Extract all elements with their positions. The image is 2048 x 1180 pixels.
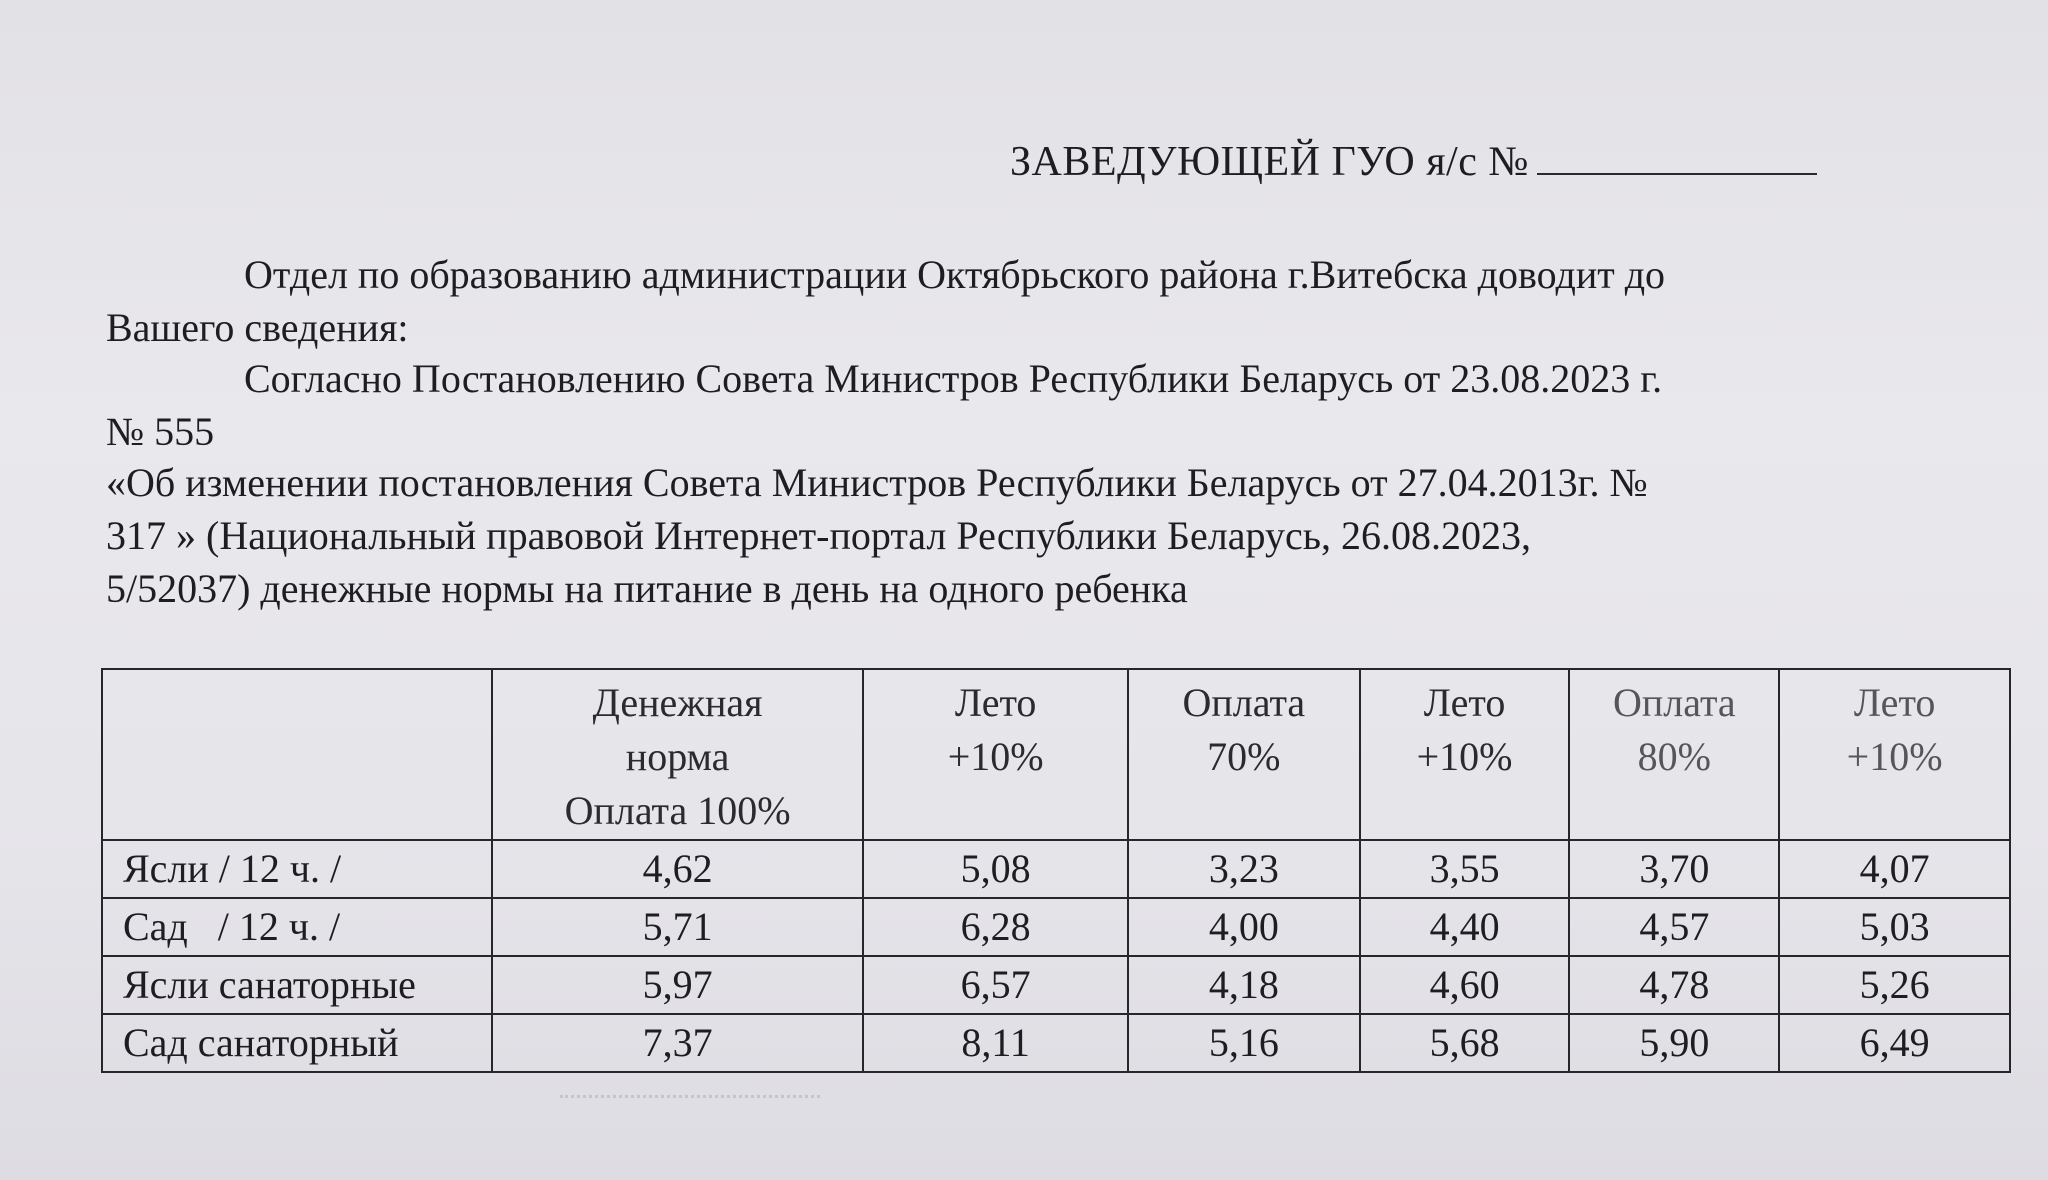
- table-cell-value: 6,49: [1779, 1014, 2010, 1072]
- amendment-paragraph: [106, 456, 1896, 615]
- header-cell: Оплата 70%: [1128, 669, 1360, 840]
- table-cell-value: 5,03: [1779, 898, 2010, 956]
- header-cell-empty: [102, 669, 492, 840]
- row-label: Ясли / 12 ч. /: [102, 840, 492, 898]
- table-cell-value: 4,00: [1128, 898, 1360, 956]
- bleed-through-marks: [560, 1095, 820, 1108]
- table-cell-value: 5,16: [1128, 1014, 1360, 1072]
- table-row: [102, 1014, 2010, 1072]
- row-label: Сад санаторный: [102, 1014, 492, 1072]
- amendment-line-3: 5/52037) денежные нормы на питание в день на одного ребенка: [106, 566, 1188, 611]
- table-cell-value: 5,97: [492, 956, 864, 1014]
- table-cell-value: 5,26: [1779, 956, 2010, 1014]
- table-body: [102, 840, 2010, 1072]
- resolution-line-2: № 555: [106, 409, 215, 454]
- header-cell: Оплата 80%: [1569, 669, 1779, 840]
- header-cell: Денежная норма Оплата 100%: [492, 669, 864, 840]
- intro-line-1: Отдел по образованию администрации Октябрьского района г.Витебска доводит до: [244, 252, 1666, 297]
- table-cell-value: 3,70: [1569, 840, 1779, 898]
- row-label: Сад / 12 ч. /: [102, 898, 492, 956]
- header-cell: Лето +10%: [863, 669, 1128, 840]
- table-cell-value: 5,08: [863, 840, 1128, 898]
- row-label: Ясли санаторные: [102, 956, 492, 1014]
- resolution-paragraph: [106, 352, 1896, 458]
- table-header-row: [102, 669, 2010, 840]
- addressee-line: [1010, 138, 1817, 186]
- resolution-line-1: Согласно Постановлению Совета Министров Республики Беларусь от 23.08.2023 г.: [244, 356, 1663, 401]
- header-cell: Лето +10%: [1779, 669, 2010, 840]
- blank-fill-line: [1537, 143, 1817, 175]
- food-norms-table: [101, 668, 2011, 1073]
- table-cell-value: 4,40: [1360, 898, 1570, 956]
- table-cell-value: 3,23: [1128, 840, 1360, 898]
- intro-line-2: Вашего сведения:: [106, 305, 409, 350]
- table-cell-value: 4,60: [1360, 956, 1570, 1014]
- table-cell-value: 4,07: [1779, 840, 2010, 898]
- table-cell-value: 7,37: [492, 1014, 864, 1072]
- amendment-line-1: «Об изменении постановления Совета Министров Республики Беларусь от 27.04.2013г. №: [106, 460, 1648, 505]
- table-cell-value: 6,28: [863, 898, 1128, 956]
- table-cell-value: 3,55: [1360, 840, 1570, 898]
- addressee-text: ЗАВЕДУЮЩЕЙ ГУО я/с №: [1010, 139, 1529, 185]
- table-cell-value: 4,57: [1569, 898, 1779, 956]
- table-row: [102, 898, 2010, 956]
- intro-paragraph: [106, 248, 1896, 354]
- table-cell-value: 5,90: [1569, 1014, 1779, 1072]
- table-row: [102, 956, 2010, 1014]
- table-cell-value: 5,71: [492, 898, 864, 956]
- table-row: [102, 840, 2010, 898]
- table-cell-value: 4,18: [1128, 956, 1360, 1014]
- amendment-line-2: 317 » (Национальный правовой Интернет-портал Республики Беларусь, 26.08.2023,: [106, 513, 1531, 558]
- table-cell-value: 8,11: [863, 1014, 1128, 1072]
- table-cell-value: 4,78: [1569, 956, 1779, 1014]
- table-cell-value: 6,57: [863, 956, 1128, 1014]
- table-cell-value: 5,68: [1360, 1014, 1570, 1072]
- table-cell-value: 4,62: [492, 840, 864, 898]
- header-cell: Лето +10%: [1360, 669, 1570, 840]
